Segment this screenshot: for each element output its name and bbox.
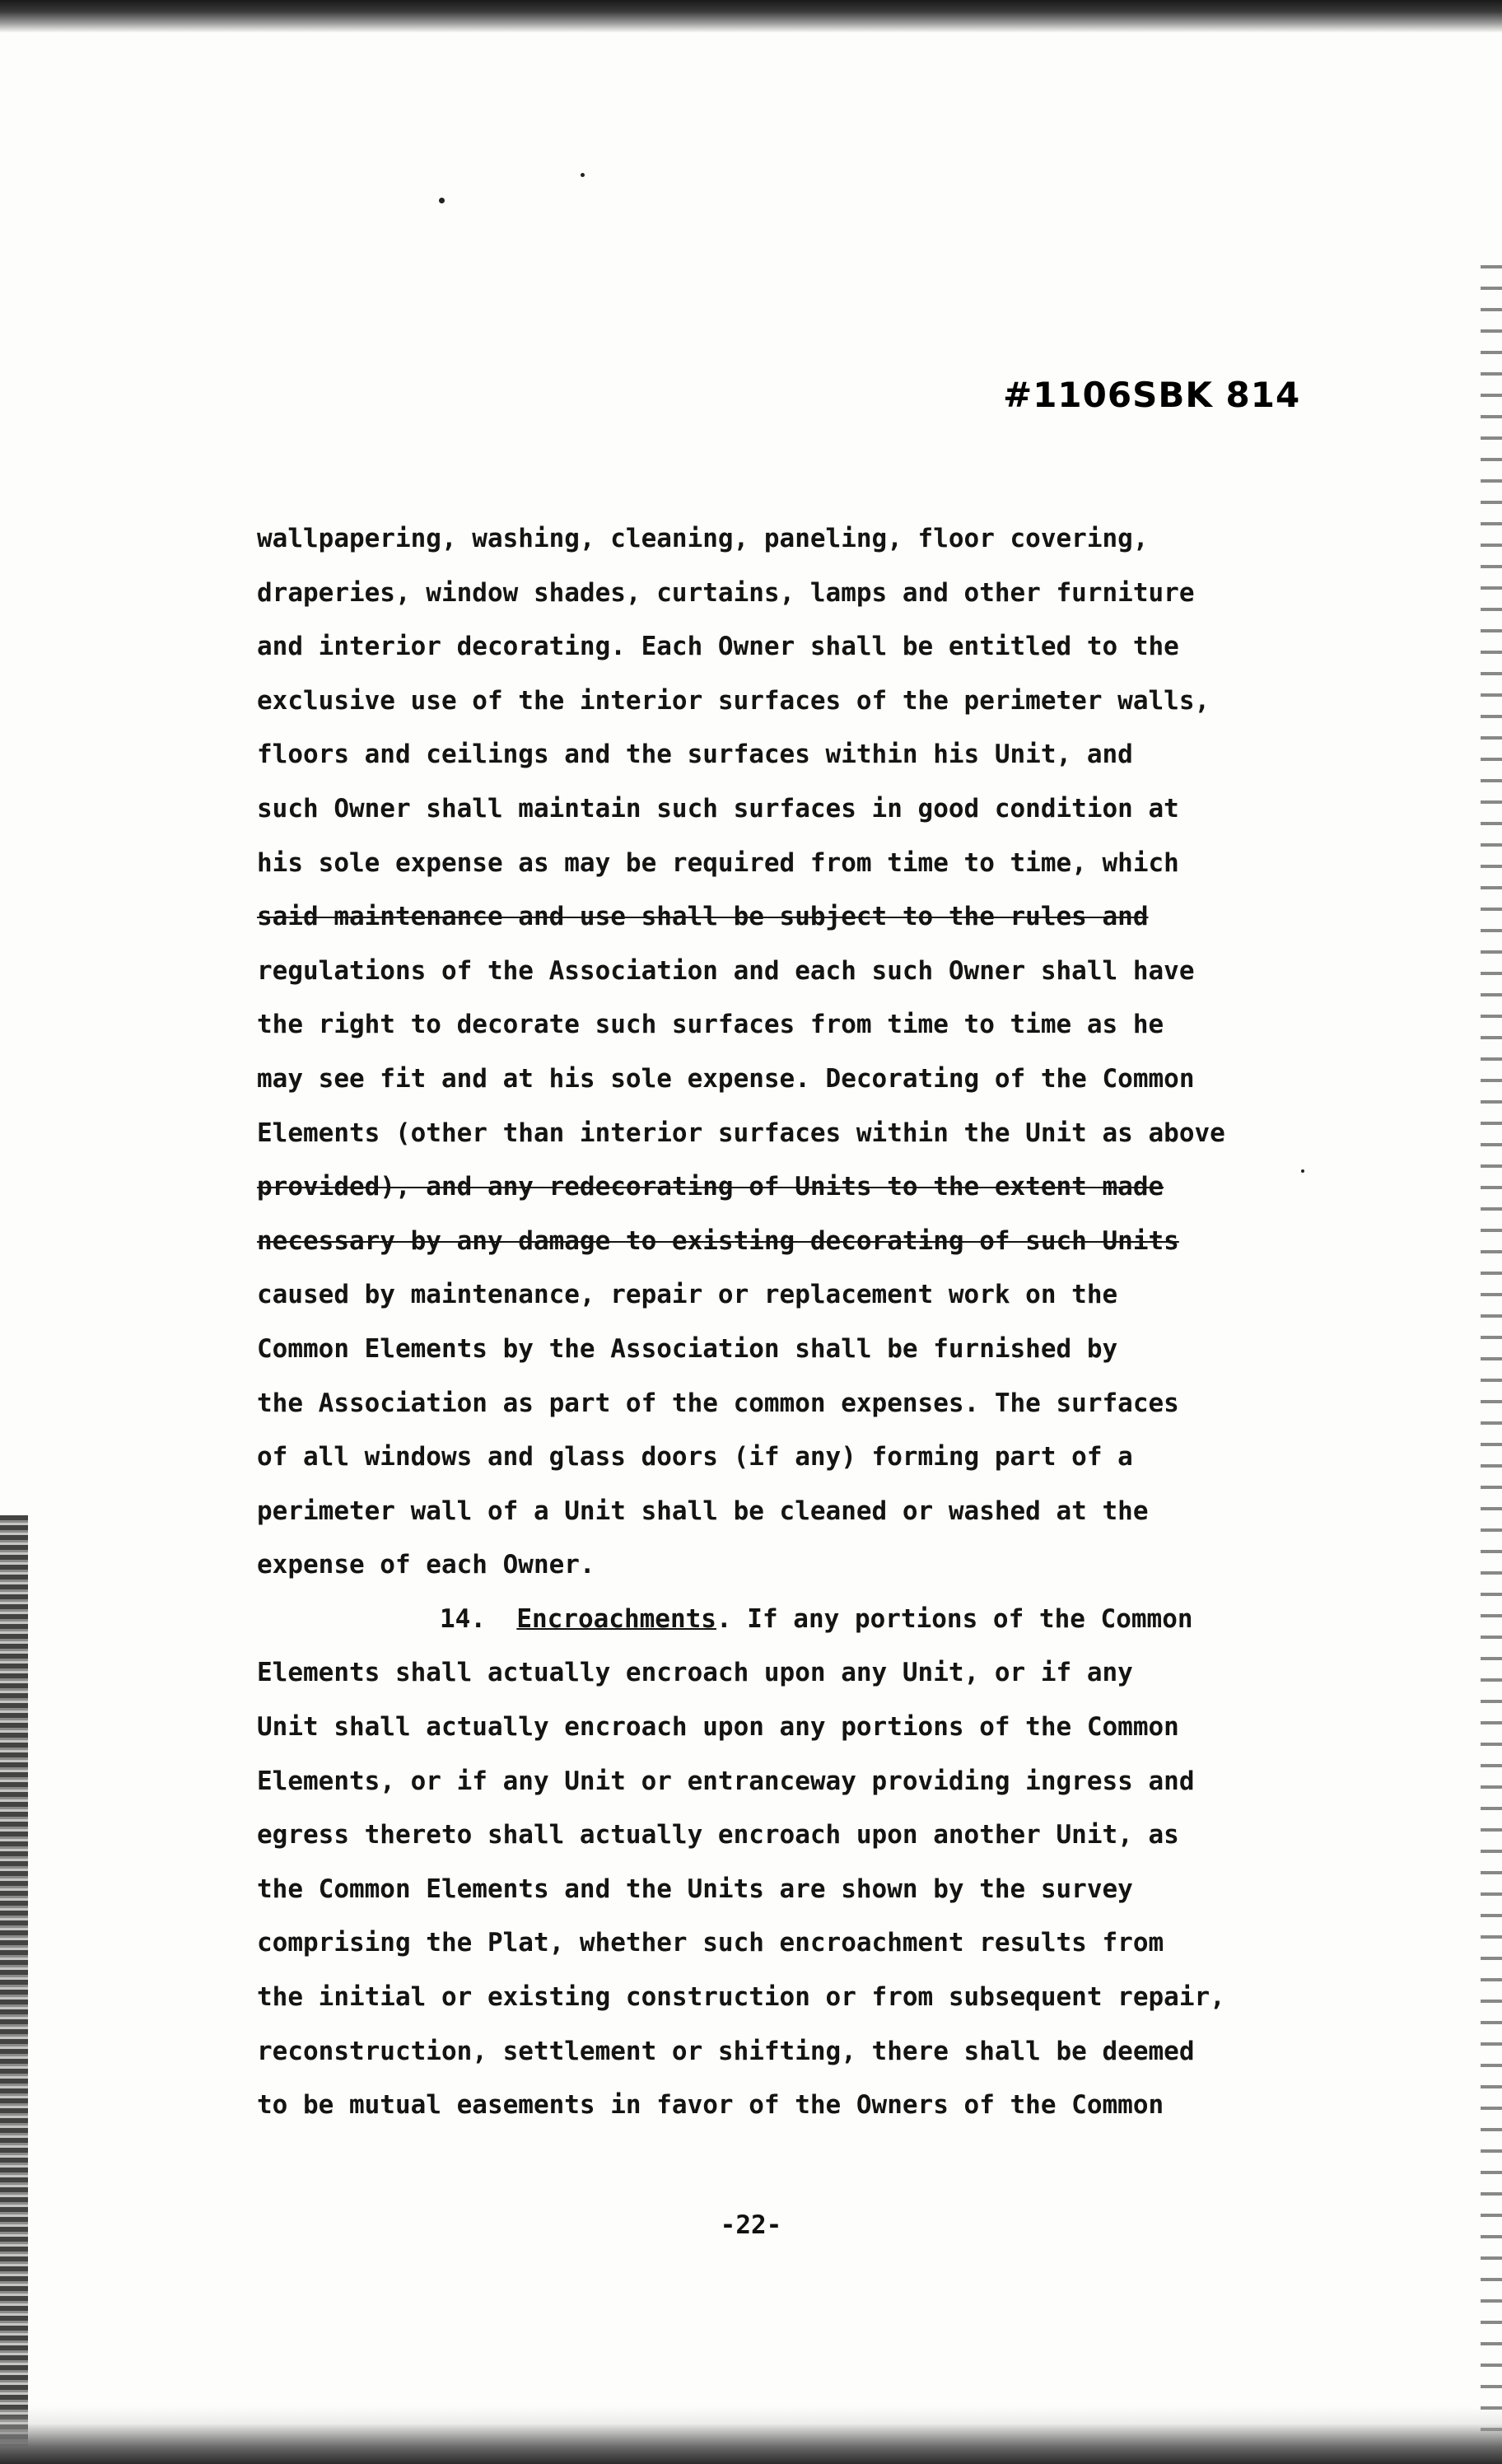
text-line: such Owner shall maintain such surfaces in good condition at bbox=[257, 793, 1179, 824]
text-line: the right to decorate such surfaces from time to time as he bbox=[257, 1010, 1164, 1040]
text-line: his sole expense as may be required from time to time, which bbox=[257, 847, 1179, 878]
text-line: wallpapering, washing, cleaning, paneling, floor covering, bbox=[257, 524, 1149, 553]
text-line: floors and ceilings and the surfaces within his Unit, and bbox=[257, 740, 1133, 770]
text-line: draperies, window shades, curtains, lamps and other furniture bbox=[257, 577, 1195, 608]
page-number: -22- bbox=[720, 2210, 782, 2240]
book-page-stamp: #1106SBK 814 bbox=[1003, 375, 1301, 415]
document-body bbox=[257, 512, 1360, 2133]
text-line: exclusive use of the interior surfaces of the perimeter walls, bbox=[257, 685, 1210, 716]
scan-speck bbox=[439, 198, 445, 203]
section-number: 14. bbox=[440, 1603, 486, 1634]
text-line: expense of each Owner. bbox=[257, 1550, 595, 1580]
struck-text-line: provided), and any redecorating of Units to the extent made bbox=[257, 1172, 1164, 1202]
text-line: egress thereto shall actually encroach upon another Unit, as bbox=[257, 1820, 1179, 1850]
struck-text-line: said maintenance and use shall be subject to the rules and bbox=[257, 902, 1149, 932]
text-line: comprising the Plat, whether such encroachment results from bbox=[257, 1928, 1164, 1958]
text-line: Elements, or if any Unit or entranceway providing ingress and bbox=[257, 1766, 1195, 1796]
text-line: and interior decorating. Each Owner shall be entitled to the bbox=[257, 632, 1179, 662]
text-line: Common Elements by the Association shall be furnished by bbox=[257, 1333, 1118, 1364]
scan-edge-bottom bbox=[0, 2406, 1502, 2464]
section-heading-continuation: . If any portions of the Common bbox=[716, 1603, 1193, 1634]
text-line: of all windows and glass doors (if any) forming part of a bbox=[257, 1442, 1133, 1472]
text-line: regulations of the Association and each such Owner shall have bbox=[257, 955, 1195, 986]
text-line: the initial or existing construction or from subsequent repair, bbox=[257, 1982, 1225, 2013]
scan-edge-left bbox=[0, 1515, 28, 2464]
text-line: caused by maintenance, repair or replacement work on the bbox=[257, 1280, 1118, 1310]
text-line: the Association as part of the common expenses. The surfaces bbox=[257, 1388, 1179, 1418]
scan-speck bbox=[581, 173, 585, 177]
text-line: Elements (other than interior surfaces within the Unit as above bbox=[257, 1118, 1225, 1148]
struck-text-line: necessary by any damage to existing decorating of such Units bbox=[257, 1225, 1179, 1256]
text-line: reconstruction, settlement or shifting, there shall be deemed bbox=[257, 2036, 1195, 2066]
text-line: to be mutual easements in favor of the Owners of the Common bbox=[257, 2090, 1164, 2121]
text-line: Elements shall actually encroach upon any Unit, or if any bbox=[257, 1658, 1133, 1688]
text-line: may see fit and at his sole expense. Decorating of the Common bbox=[257, 1063, 1195, 1094]
text-line: perimeter wall of a Unit shall be cleaned or washed at the bbox=[257, 1496, 1149, 1526]
scan-edge-right bbox=[1481, 247, 1502, 2464]
text-line: the Common Elements and the Units are shown by the survey bbox=[257, 1874, 1133, 1904]
section-14-heading-line bbox=[257, 1593, 1360, 1647]
section-heading: Encroachments bbox=[516, 1603, 716, 1634]
text-line: Unit shall actually encroach upon any portions of the Common bbox=[257, 1712, 1179, 1743]
scan-edge-top bbox=[0, 0, 1502, 33]
